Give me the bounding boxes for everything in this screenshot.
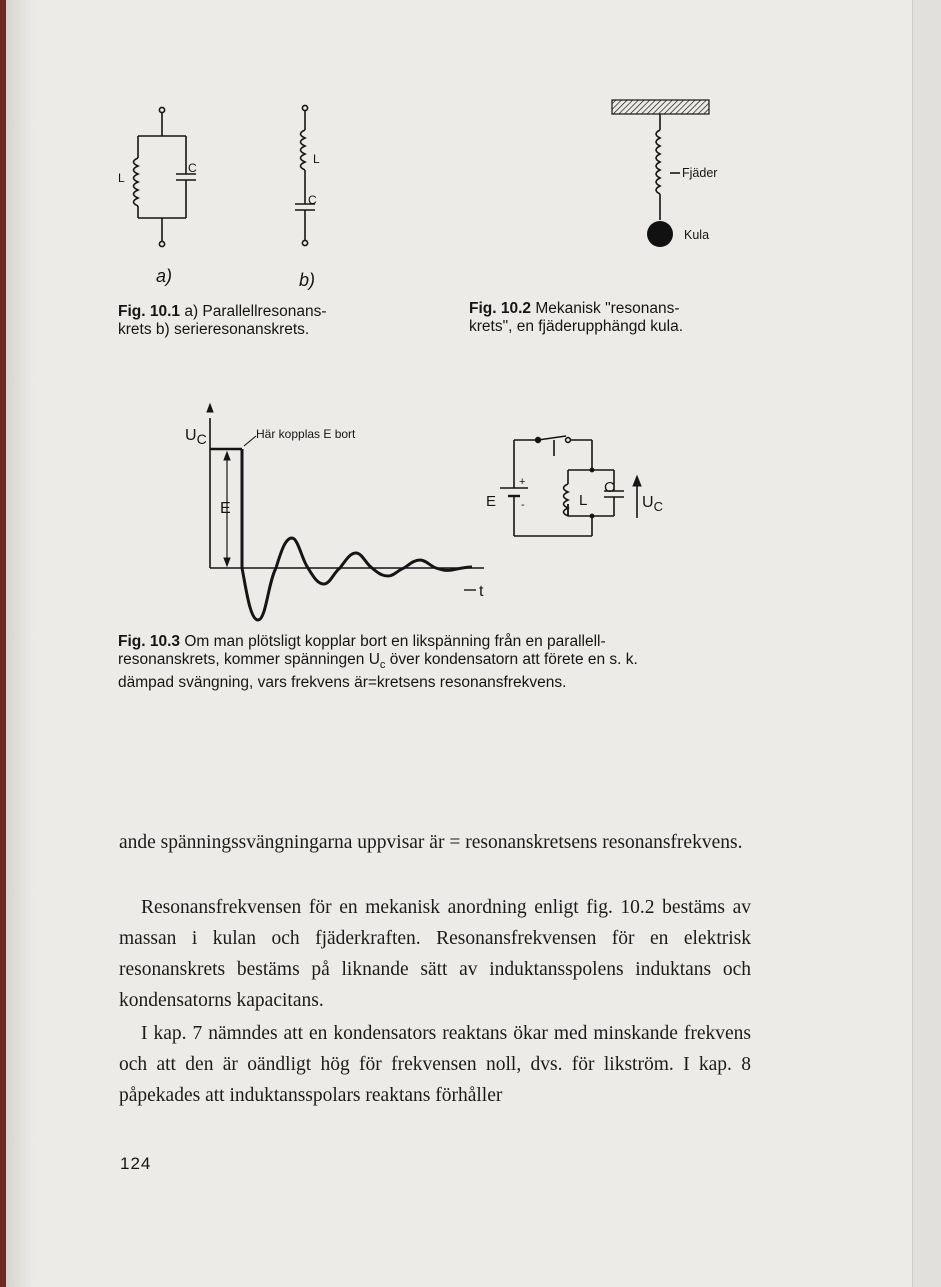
fig-10-3-amplitude-label: E <box>220 500 231 517</box>
body-paragraph-2: Resonansfrekvensen för en mekanisk anordning enligt fig. 10.2 bestäms av massan i kulan och fjäderkraften. Resonansfrekvensen för en elektrisk resonanskrets bestäms på liknande sätt av induktansspolens induktans och kondensatorns kapacitans. <box>119 897 751 1011</box>
fig-10-1b-series-circuit <box>272 100 352 290</box>
battery-label: E <box>486 493 497 510</box>
fig-10-2-caption-bold: Fig. 10.2 <box>469 300 532 317</box>
battery-minus-sign: - <box>521 499 525 511</box>
fig-10-3-circuit <box>484 428 674 570</box>
fig-10-3-caption-sub: c <box>379 659 386 672</box>
fig-10-2-caption-line2: krets", en fjäderupphängd kula. <box>469 318 684 335</box>
body-paragraph-1: ande spänningssvängningarna uppvisar är = resonanskretsens resonansfrekvens. <box>119 832 743 853</box>
fig-10-1a-parallel-circuit <box>100 100 210 285</box>
spine-shadow <box>6 0 34 1287</box>
fig-10-1-caption-line2: krets b) serieresonanskrets. <box>118 321 310 338</box>
ball-label: Kula <box>684 228 710 242</box>
fig-10-3-caption <box>118 633 758 692</box>
fig-10-1b-C-label: C <box>308 193 317 207</box>
fig-10-3-annotation: Här kopplas E bort <box>256 427 356 441</box>
page-edge <box>912 0 941 1287</box>
coil-label: L <box>579 492 588 509</box>
page-number: 124 <box>120 1154 152 1173</box>
fig-10-1-caption <box>118 303 378 339</box>
fig-10-3-t-label: t <box>479 583 484 600</box>
fig-10-1b-label: b) <box>299 270 316 290</box>
body-paragraph-3: I kap. 7 nämndes att en kondensators reaktans ökar med minskande frekvens och att den är oändligt hög för frekvensen noll, dvs. för likström. I kap. 8 påpekades att induktansspolars reaktans förhåller <box>119 1023 751 1106</box>
fig-10-3-caption-line3: dämpad svängning, vars frekvens är=kretsens resonansfrekvens. <box>118 674 567 692</box>
fig-10-3-caption-bold: Fig. 10.3 <box>118 633 181 650</box>
fig-10-2-spring-ball <box>608 96 758 256</box>
fig-10-2-caption <box>469 300 759 336</box>
fig-10-3-damped-oscillation-graph <box>180 398 500 630</box>
fig-10-1-caption-line1: a) Parallellresonans- <box>180 303 327 320</box>
fig-10-3-caption-line2: resonanskrets, kommer spänningen U <box>118 651 380 668</box>
battery-plus-sign: + <box>519 476 526 488</box>
fig-10-2-caption-line1: Mekanisk "resonans- <box>531 300 680 317</box>
capacitor-label: C <box>604 479 615 496</box>
ball-icon <box>647 221 673 247</box>
fig-10-1a-C-label: C <box>188 161 197 175</box>
fig-10-3-caption-line1: Om man plötsligt kopplar bort en likspänning från en parallell- <box>180 633 606 650</box>
fig-10-3-y-axis-label: UC <box>185 427 207 447</box>
fig-10-1b-L-label: L <box>313 152 320 166</box>
fig-10-3-caption-line2-end: över kondensatorn att förete en s. k. <box>385 651 638 668</box>
uc-label: $U_C$ <box>642 494 663 514</box>
fig-10-1a-label: a) <box>156 266 173 286</box>
fig-10-1a-L-label: L <box>118 171 125 185</box>
spring-label: Fjäder <box>682 166 718 180</box>
fig-10-1-caption-bold: Fig. 10.1 <box>118 303 181 320</box>
